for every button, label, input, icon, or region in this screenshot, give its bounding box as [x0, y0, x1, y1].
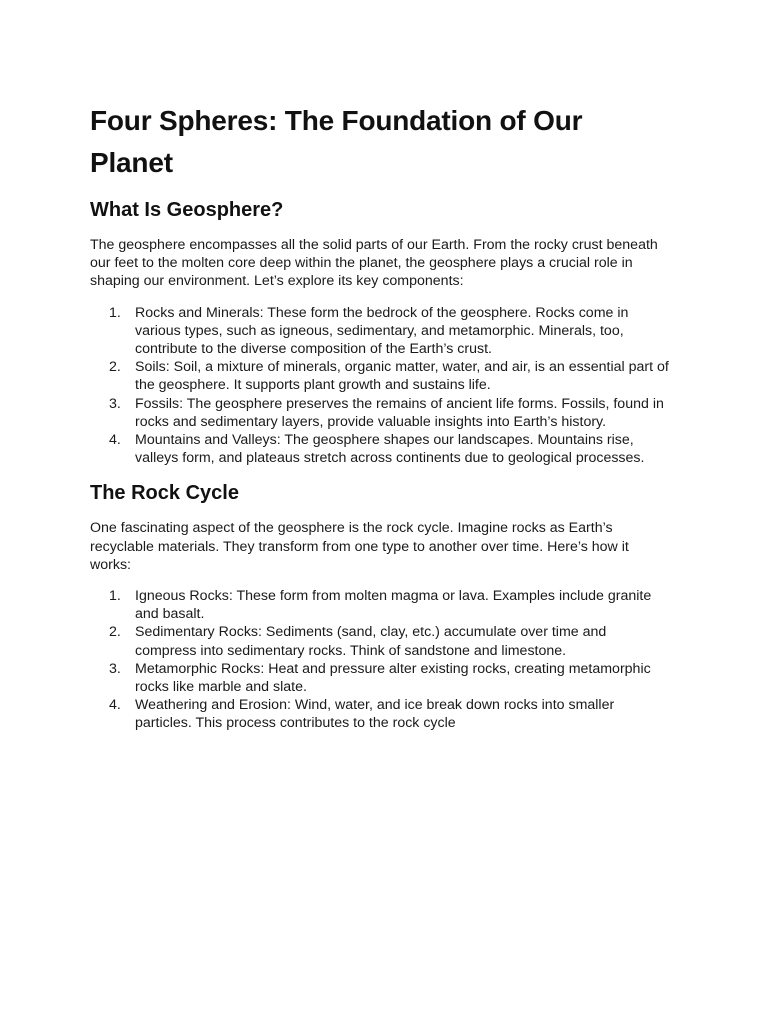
section-intro-rock-cycle: One fascinating aspect of the geosphere is the rock cycle. Imagine rocks as Earth’s recyclable materials. They transform from one type to another over time. Here’s how it works: [90, 520, 629, 573]
list-item: Mountains and Valleys: The geosphere shapes our landscapes. Mountains rise, valleys form, and plateaus stretch across continents due to geological processes. [135, 432, 645, 467]
list-item: Weathering and Erosion: Wind, water, and ice break down rocks into smaller particles. This process contributes to the rock cycle [135, 697, 615, 732]
list-item: Rocks and Minerals: These form the bedrock of the geosphere. Rocks come in various types, such as igneous, sedimentary, and metamorphic. Minerals, too, contribute to the diverse composition of the Earth’s crust. [135, 304, 629, 358]
section-heading-rock-cycle: The Rock Cycle [90, 482, 239, 505]
list-item: Soils: Soil, a mixture of minerals, organic matter, water, and air, is an essential part of the geosphere. It supports plant growth and sustains life. [135, 359, 669, 394]
list-item: Sedimentary Rocks: Sediments (sand, clay, etc.) accumulate over time and compress into sedimentary rocks. Think of sandstone and limestone. [135, 624, 607, 659]
list-item: Igneous Rocks: These form from molten magma or lava. Examples include granite and basalt. [135, 588, 652, 623]
section-heading-geosphere: What Is Geosphere? [90, 199, 284, 221]
list-item: Fossils: The geosphere preserves the remains of ancient life forms. Fossils, found in rocks and sedimentary layers, provide valuable insights into Earth’s history. [135, 395, 664, 430]
list-item: Metamorphic Rocks: Heat and pressure alter existing rocks, creating metamorphic rocks like marble and slate. [135, 660, 651, 696]
geosphere-components-list [90, 304, 670, 468]
section-intro-geosphere: The geosphere encompasses all the solid parts of our Earth. From the rocky crust beneath our feet to the molten core deep within the planet, the geosphere plays a crucial role in shaping our environment. Let’s explore its key components: [90, 237, 658, 290]
document-page [90, 100, 670, 733]
rock-cycle-list [90, 587, 670, 733]
page-title: Four Spheres: The Foundation of Our Planet [90, 105, 583, 178]
